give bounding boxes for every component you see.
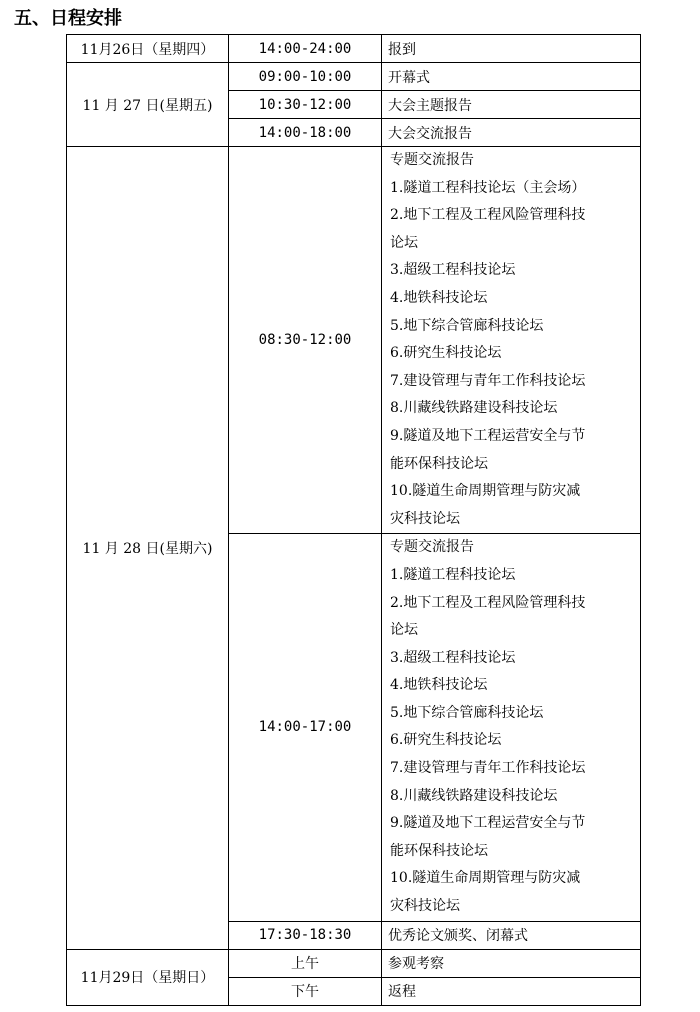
session-line: 2.地下工程及工程风险管理科技 [390,207,586,224]
date-cell: 11月26日（星期四） [67,35,229,63]
date-cell: 11月29日（星期日） [67,949,229,1005]
session-line: 1.隧道工程科技论坛 [390,566,516,583]
section-heading: 五、日程安排 [14,8,122,29]
date-cell: 11 月 27 日(星期五) [67,63,229,147]
session-line: 2.地下工程及工程风险管理科技 [390,594,586,611]
session-line: 专题交流报告 [390,539,474,556]
table-row [67,63,641,91]
session-line: 能环保科技论坛 [390,842,488,859]
session-line: 7.建设管理与青年工作科技论坛 [390,372,586,389]
session-line: 5.地下综合管廊科技论坛 [390,317,544,334]
session-line: 9.隧道及地下工程运营安全与节 [390,427,586,444]
session-line: 灾科技论坛 [390,898,460,915]
session-line: 论坛 [390,622,418,639]
session-line: 论坛 [390,234,418,251]
session-line: 1.隧道工程科技论坛（主会场） [390,179,586,196]
session-line: 6.研究生科技论坛 [390,732,502,749]
session-line: 10.隧道生命周期管理与防灾减 [390,870,581,887]
time-cell: 14:00-17:00 [229,534,382,921]
session-line: 7.建设管理与青年工作科技论坛 [390,760,586,777]
item-cell: 报到 [382,35,641,63]
time-cell: 08:30-12:00 [229,147,382,534]
time-cell: 下午 [229,977,382,1005]
time-cell: 上午 [229,949,382,977]
session-line: 灾科技论坛 [390,510,460,527]
session-line: 专题交流报告 [390,152,474,168]
session-list-cell [382,147,641,534]
session-line: 5.地下综合管廊科技论坛 [390,704,544,721]
table-row [67,147,641,534]
item-cell: 大会主题报告 [382,91,641,119]
session-line: 10.隧道生命周期管理与防灾减 [390,483,581,500]
session-line: 4.地铁科技论坛 [390,289,488,306]
item-cell: 返程 [382,977,641,1005]
table-row [67,35,641,63]
session-line: 8.川藏线铁路建设科技论坛 [390,787,558,804]
date-cell: 11 月 28 日(星期六) [67,147,229,950]
time-cell: 17:30-18:30 [229,921,382,949]
time-cell: 09:00-10:00 [229,63,382,91]
schedule-table [66,34,641,1006]
session-line: 9.隧道及地下工程运营安全与节 [390,815,586,832]
session-line: 4.地铁科技论坛 [390,677,488,694]
item-cell: 参观考察 [382,949,641,977]
item-cell: 开幕式 [382,63,641,91]
session-line: 能环保科技论坛 [390,455,488,472]
time-cell: 14:00-24:00 [229,35,382,63]
session-line: 8.川藏线铁路建设科技论坛 [390,400,558,417]
time-cell: 10:30-12:00 [229,91,382,119]
session-line: 3.超级工程科技论坛 [390,262,516,279]
time-cell: 14:00-18:00 [229,119,382,147]
session-list-cell [382,534,641,921]
session-line: 6.研究生科技论坛 [390,345,502,362]
table-row [67,949,641,977]
session-line: 3.超级工程科技论坛 [390,649,516,666]
item-cell: 优秀论文颁奖、闭幕式 [382,921,641,949]
item-cell: 大会交流报告 [382,119,641,147]
